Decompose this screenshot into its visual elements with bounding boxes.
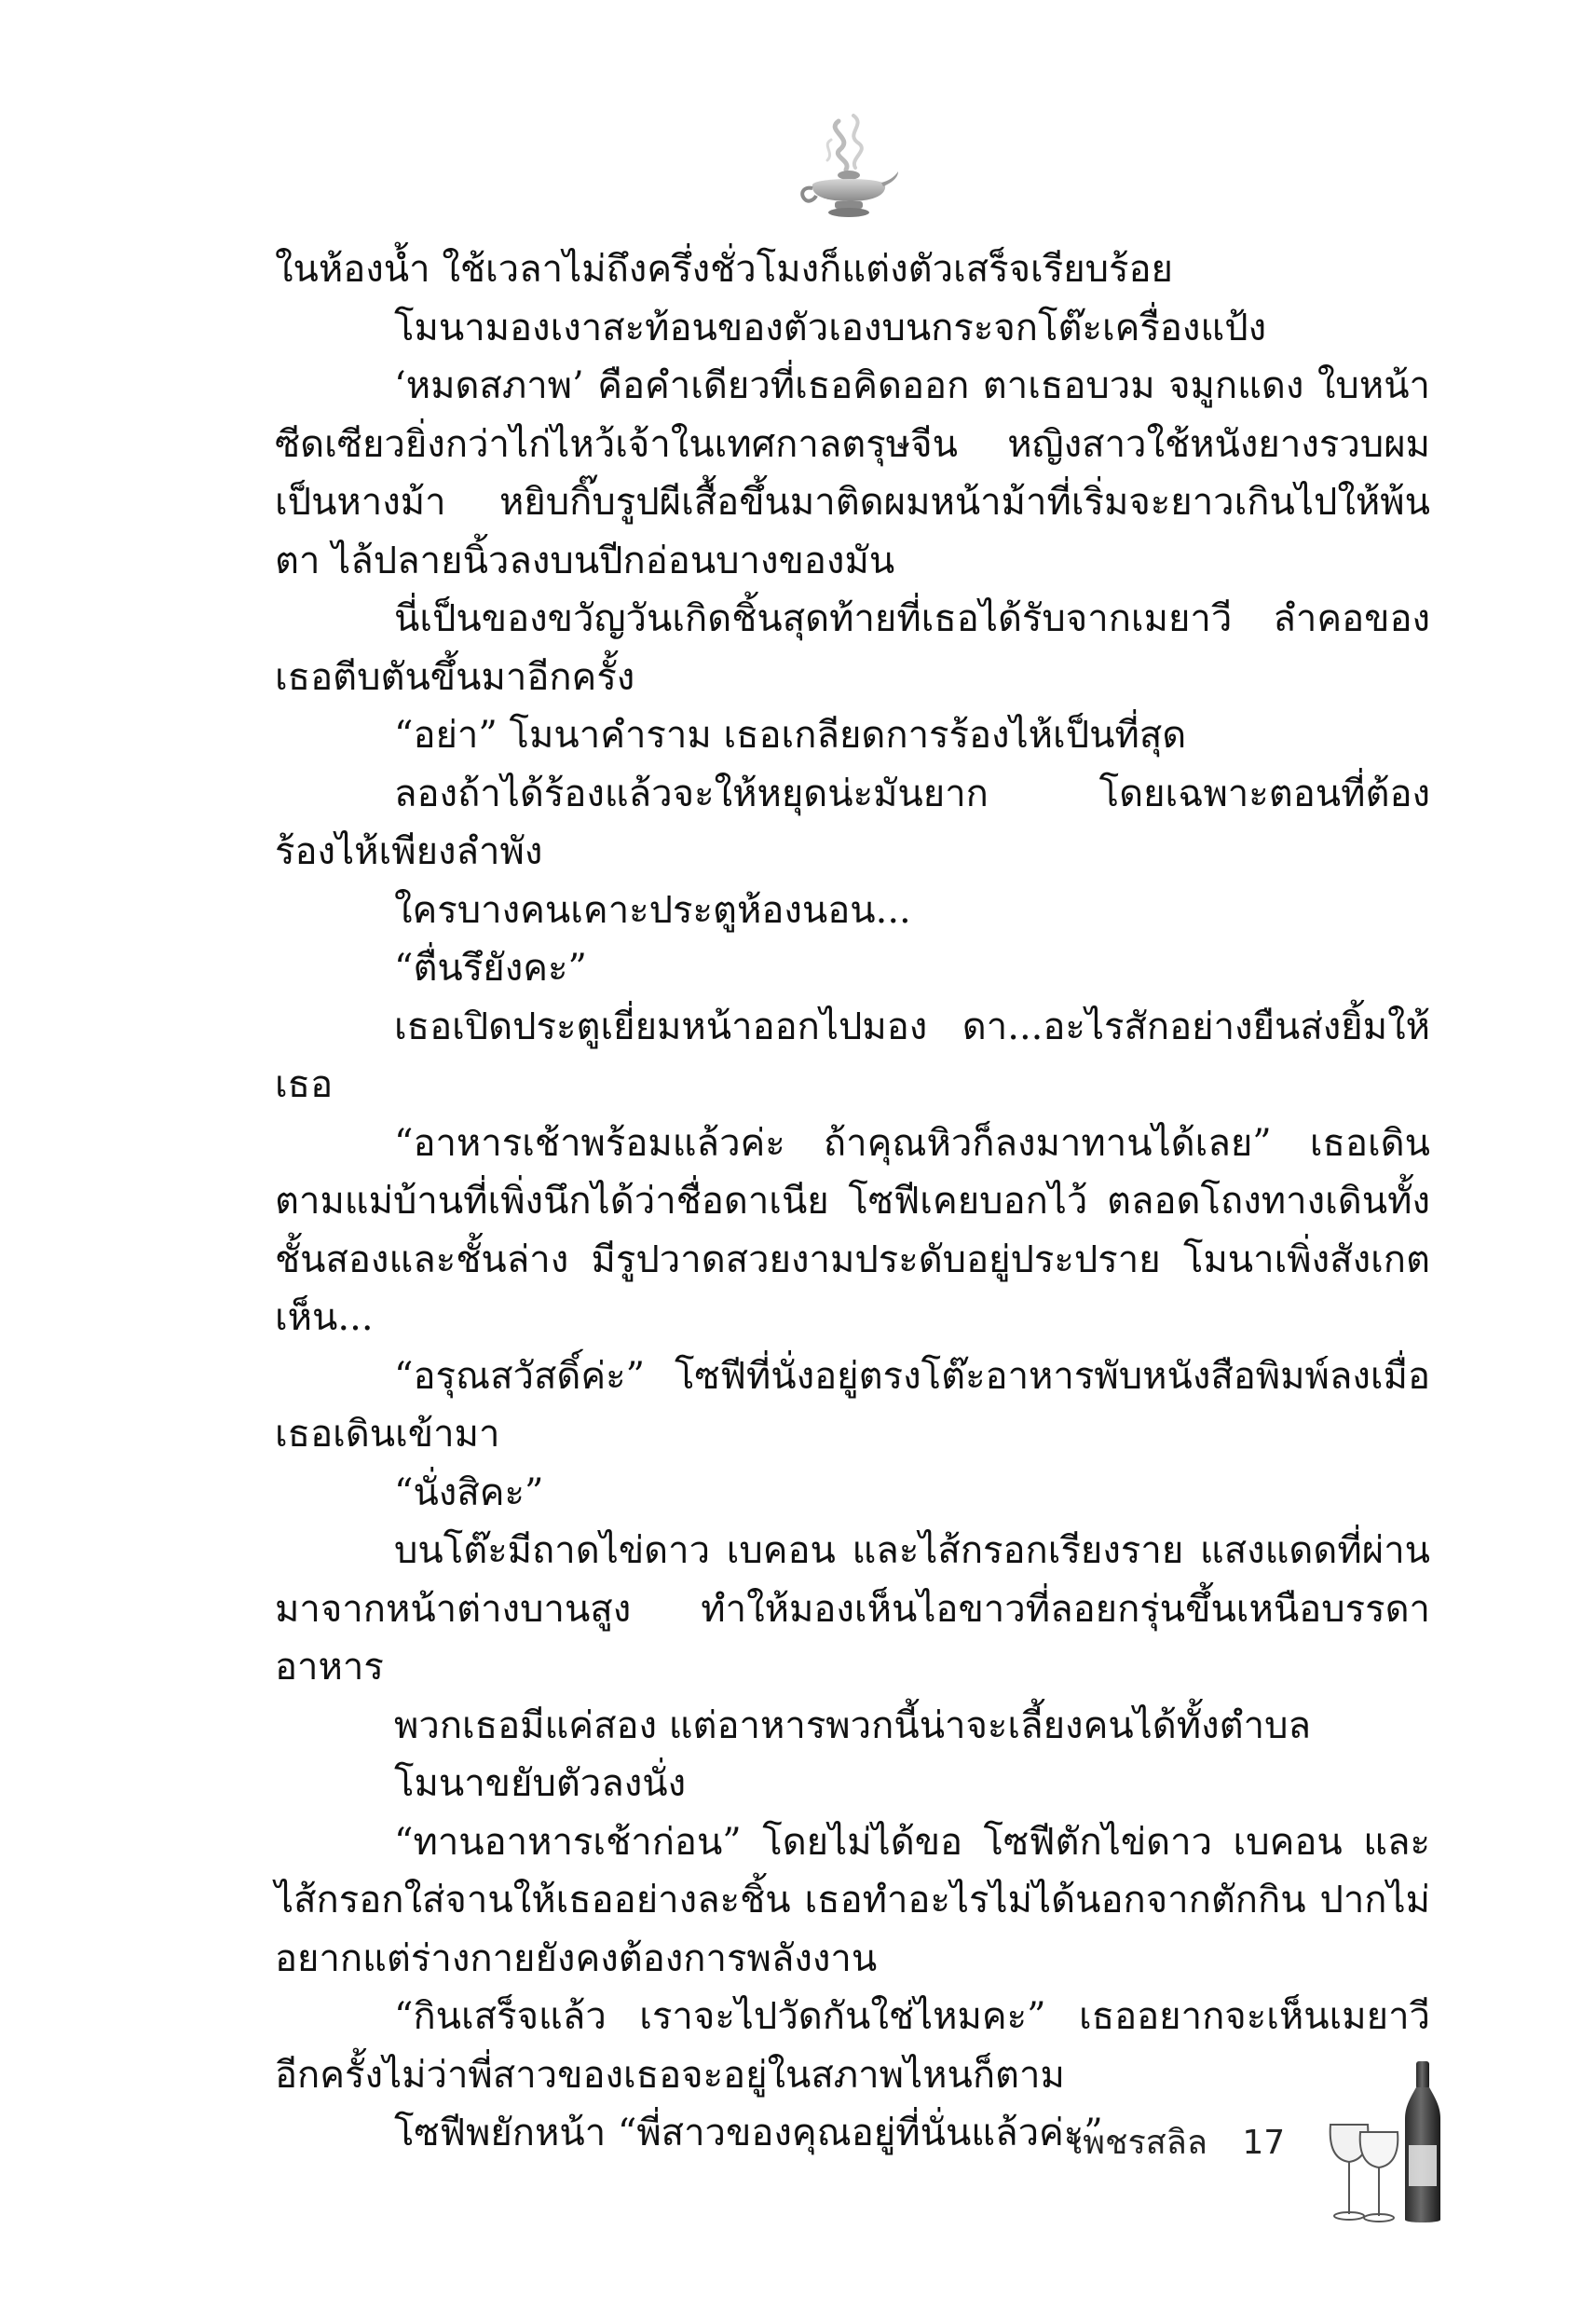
page-footer — [1071, 2115, 1285, 2168]
paragraph: “กินเสร็จแล้ว เราจะไปวัดกันใช่ไหมคะ” เธออยากจะเห็นเมยาวีอีกครั้งไม่ว่าพี่สาวของเธอจะอยู่ในสภาพไหนก็ตาม — [275, 1995, 1430, 2097]
body-text — [275, 240, 1430, 2163]
paragraph: “ทานอาหารเช้าก่อน” โดยไม่ได้ขอ โซฟีตักไข่ดาว เบคอน และไส้กรอกใส่จานให้เธออย่างละชิ้น เธอทำอะไรไม่ได้นอกจากตักกิน ปากไม่อยากแต่ร่างกายยังคงต้องการพลังงาน — [275, 1820, 1430, 1980]
paragraph: ใครบางคนเคาะประตูห้องนอน... — [394, 888, 911, 932]
paragraph: “อย่า” โมนาคำราม เธอเกลียดการร้องไห้เป็นที่สุด — [394, 714, 1187, 757]
genie-lamp-icon — [798, 112, 900, 224]
paragraph: ในห้องน้ำ ใช้เวลาไม่ถึงครึ่งชั่วโมงก็แต่งตัวเสร็จเรียบร้อย — [275, 248, 1173, 291]
paragraph: เธอเปิดประตูเยี่ยมหน้าออกไปมอง ดา...อะไรสักอย่างยืนส่งยิ้มให้เธอ — [275, 1005, 1430, 1106]
wine-bottle-glasses-icon — [1323, 2059, 1463, 2227]
paragraph: ‘หมดสภาพ’ คือคำเดียวที่เธอคิดออก ตาเธอบวม จมูกแดง ใบหน้าซีดเซียวยิ่งกว่าไก่ไหว้เจ้าในเทศกาลตรุษจีน หญิงสาวใช้หนังยางรวบผมเป็นหางม้า หยิบกิ๊บรูปผีเสื้อขึ้นมาติดผมหน้าม้าที่เริ่มจะยาวเกินไปให้พ้นตา ไล้ปลายนิ้วลงบนปีกอ่อนบางของมัน — [275, 364, 1430, 582]
page-number: 17 — [1242, 2124, 1286, 2162]
paragraph: โมนาขยับตัวลงนั่ง — [394, 1762, 687, 1805]
paragraph: โซฟีพยักหน้า “พี่สาวของคุณอยู่ที่นั่นแล้วค่ะ” — [394, 2112, 1103, 2154]
paragraph: “นั่งสิคะ” — [394, 1470, 544, 1514]
paragraph: “อรุณสวัสดิ์ค่ะ” โซฟีที่นั่งอยู่ตรงโต๊ะอาหารพับหนังสือพิมพ์ลงเมื่อเธอเดินเข้ามา — [275, 1354, 1430, 1456]
paragraph: นี่เป็นของขวัญวันเกิดชิ้นสุดท้ายที่เธอได้รับจากเมยาวี ลำคอของเธอตีบตันขึ้นมาอีกครั้ง — [275, 597, 1430, 699]
paragraph: พวกเธอมีแค่สอง แต่อาหารพวกนี้น่าจะเลี้ยงคนได้ทั้งตำบล — [394, 1703, 1312, 1747]
paragraph: “ตื่นรึยังคะ” — [394, 947, 587, 990]
paragraph: “อาหารเช้าพร้อมแล้วค่ะ ถ้าคุณหิวก็ลงมาทานได้เลย” เธอเดินตามแม่บ้านที่เพิ่งนึกได้ว่าชื่อดาเนีย โซฟีเคยบอกไว้ ตลอดโถงทางเดินทั้งชั้นสองและชั้นล่าง มีรูปวาดสวยงามประดับอยู่ประปราย โมนาเพิ่งสังเกตเห็น... — [275, 1121, 1430, 1339]
paragraph: ลองถ้าได้ร้องแล้วจะให้หยุดน่ะมันยาก โดยเฉพาะตอนที่ต้องร้องไห้เพียงลำพัง — [275, 772, 1430, 873]
paragraph: โมนามองเงาสะท้อนของตัวเองบนกระจกโต๊ะเครื่องแป้ง — [394, 306, 1267, 349]
book-title: เพชรสลิล — [1071, 2124, 1207, 2162]
paragraph: บนโต๊ะมีถาดไข่ดาว เบคอน และไส้กรอกเรียงราย แสงแดดที่ผ่านมาจากหน้าต่างบานสูง ทำให้มองเห็นไอขาวที่ลอยกรุ่นขึ้นเหนือบรรดาอาหาร — [275, 1529, 1430, 1689]
